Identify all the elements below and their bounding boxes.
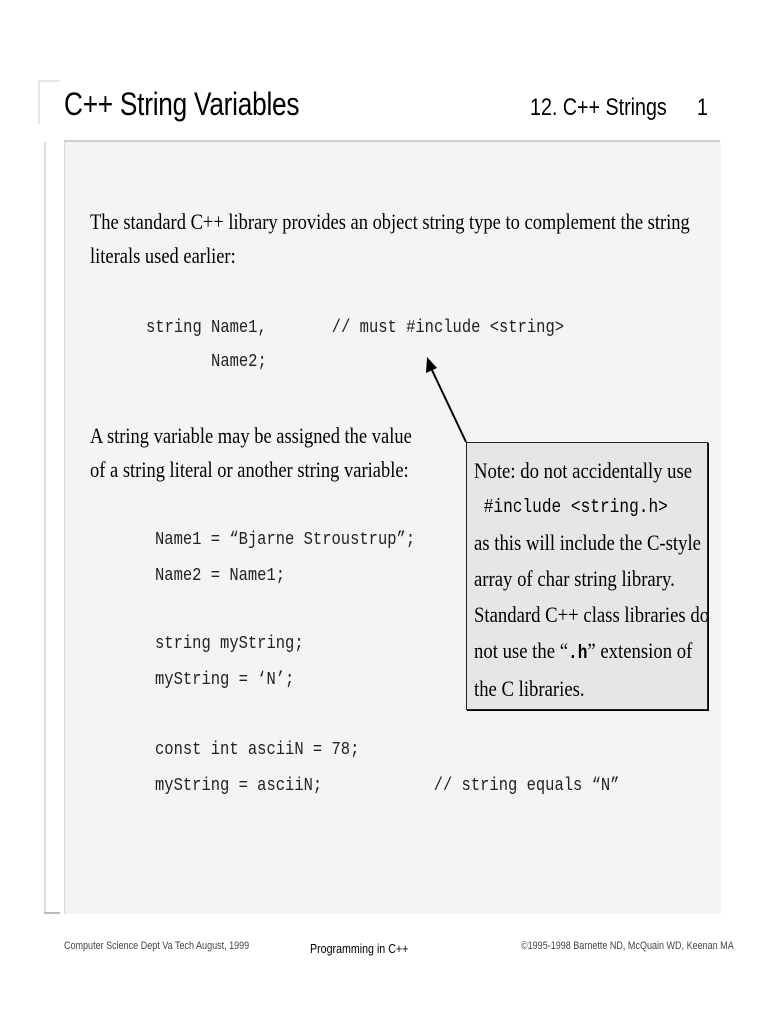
footer-center: Programming in C++	[310, 941, 409, 956]
note-line-6-pre: not use the “	[474, 638, 569, 663]
declaration-line-1: string Name1, // must #include <string>	[146, 318, 565, 338]
declaration-line-2: Name2;	[146, 352, 267, 372]
footer-right: ©1995-1998 Barnette ND, McQuain WD, Keenan MA	[521, 940, 734, 952]
code-line-8: myString = asciiN; // string equals “N”	[155, 776, 620, 796]
note-line-7: the C libraries.	[474, 676, 585, 701]
assign-text-line-2: of a string literal or another string variable:	[90, 457, 409, 482]
page-number: 1	[697, 94, 708, 121]
note-line-6-code: .h	[568, 642, 588, 664]
note-line-5: Standard C++ class libraries do	[474, 602, 710, 627]
code-line-2: Name2 = Name1;	[155, 566, 286, 586]
note-line-2-code: #include <string.h>	[474, 496, 668, 518]
intro-text-line-1: The standard C++ library provides an object string type to complement the string	[90, 209, 690, 234]
note-callout-box	[466, 442, 708, 710]
note-line-6-post: ” extension of	[587, 638, 693, 663]
note-line-1: Note: do not accidentally use	[474, 458, 693, 483]
code-line-4: string myString;	[155, 634, 304, 654]
footer-left: Computer Science Dept Va Tech August, 1999	[64, 940, 250, 952]
note-text	[474, 453, 709, 707]
section-label: 12. C++ Strings	[530, 94, 667, 121]
note-line-4: array of char string library.	[474, 566, 675, 591]
intro-text-line-2: literals used earlier:	[90, 243, 236, 268]
note-line-6	[474, 633, 709, 671]
assign-text-line-1: A string variable may be assigned the value	[90, 423, 412, 448]
slide-title: C++ String Variables	[64, 86, 300, 122]
code-line-7: const int asciiN = 78;	[155, 740, 360, 760]
code-line-1: Name1 = “Bjarne Stroustrup”;	[155, 530, 416, 550]
note-line-3: as this will include the C-style	[474, 530, 701, 555]
code-line-5: myString = ‘N’;	[155, 670, 295, 690]
